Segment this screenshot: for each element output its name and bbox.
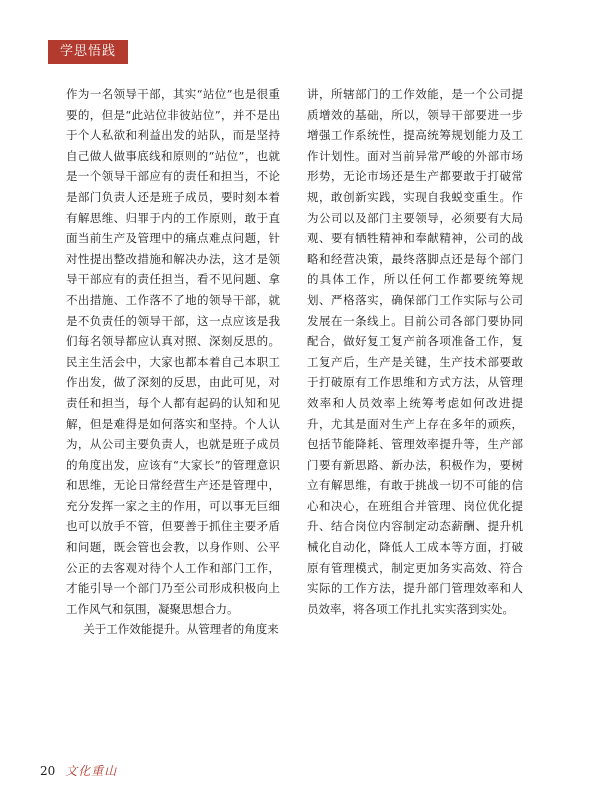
paragraph: 关于工作效能提升。从管理者的角度来 — [83, 622, 279, 637]
page-number: 20 — [40, 763, 56, 778]
right-column — [307, 84, 523, 619]
paragraph: 作为一名领导干部，其实“站位”也是很重要的，但是“此站位非彼站位”，并不是出于个人私欲和利益出发的站队，而是坚持自己做人做事底线和原则的“站位”，也就是一个领导干部应有的责任和担当，不论是部门负责人还是班子成员，要时刻本着有解思维、归罪于内的工作原则，敢于直面当前生产及管理中的痛点难点问题，针对性提出整改措施和解决办法，这才是领导干部应有的责任担当，看不见问题、拿不出措施、工作落不了地的领导干部，就是不负责任的领导干部，这一点应该是我们每名领导都应认真对照、深刻反思的。民主生活会中，大家也都本着自己本职工作出发，做了深刻的反思，由此可见，对责任和担当，每个人都有起码的认知和见解，但是难得是如何落实和坚持。个人认为，从公司主要负责人，也就是班子成员的角度出发，应该有“大家长”的管理意识和思维，无论日常经营生产还是管理中，充分发挥一家之主的作用，可以事无巨细也可以放手不管，但要善于抓住主要矛盾和问题，既会管也会教，以身作则、公平公正的去客观对待个人工作和部门工作，才能引导一个部门乃至公司形成积极向上工作风气和氛围，凝聚思想合力。 — [66, 87, 280, 616]
section-tag: 学思悟践 — [48, 40, 128, 64]
magazine-logo: 文化重山 — [65, 764, 118, 778]
page-footer — [40, 762, 117, 779]
left-column — [66, 84, 280, 640]
paragraph: 讲，所辖部门的工作效能，是一个公司提质增效的基础，所以，领导干部要进一步增强工作系统性，提高统筹规划能力及工作计划性。面对当前异常严峻的外部市场形势，无论市场还是生产都要敢于打破常规，敢创新实践，实现自我蜕变重生。作为公司以及部门主要领导，必须要有大局观、要有牺牲精神和奉献精神，公司的战略和经营决策，最终落脚点还是每个部门的具体工作，所以任何工作都要统筹规划、严格落实，确保部门工作实际与公司发展在一条线上。目前公司各部门要协同配合，做好复工复产前各项准备工作，复工复产后，生产是关键，生产技术部要敢于打破原有工作思维和方式方法，从管理效率和人员效率上统筹考虑如何改进提升，尤其是面对生产上存在多年的顽疾，包括节能降耗、管理效率提升等，生产部门要有新思路、新办法，积极作为，要树立有解思维，有敢于挑战一切不可能的信心和决心，在班组合并管理、岗位优化提升、结合岗位内容制定动态薪酬、提升机械化自动化，降低人工成本等方面，打破原有管理模式，制定更加务实高效、符合实际的工作方法，提升部门管理效率和人员效率，将各项工作扎扎实实落到实处。 — [307, 87, 523, 616]
